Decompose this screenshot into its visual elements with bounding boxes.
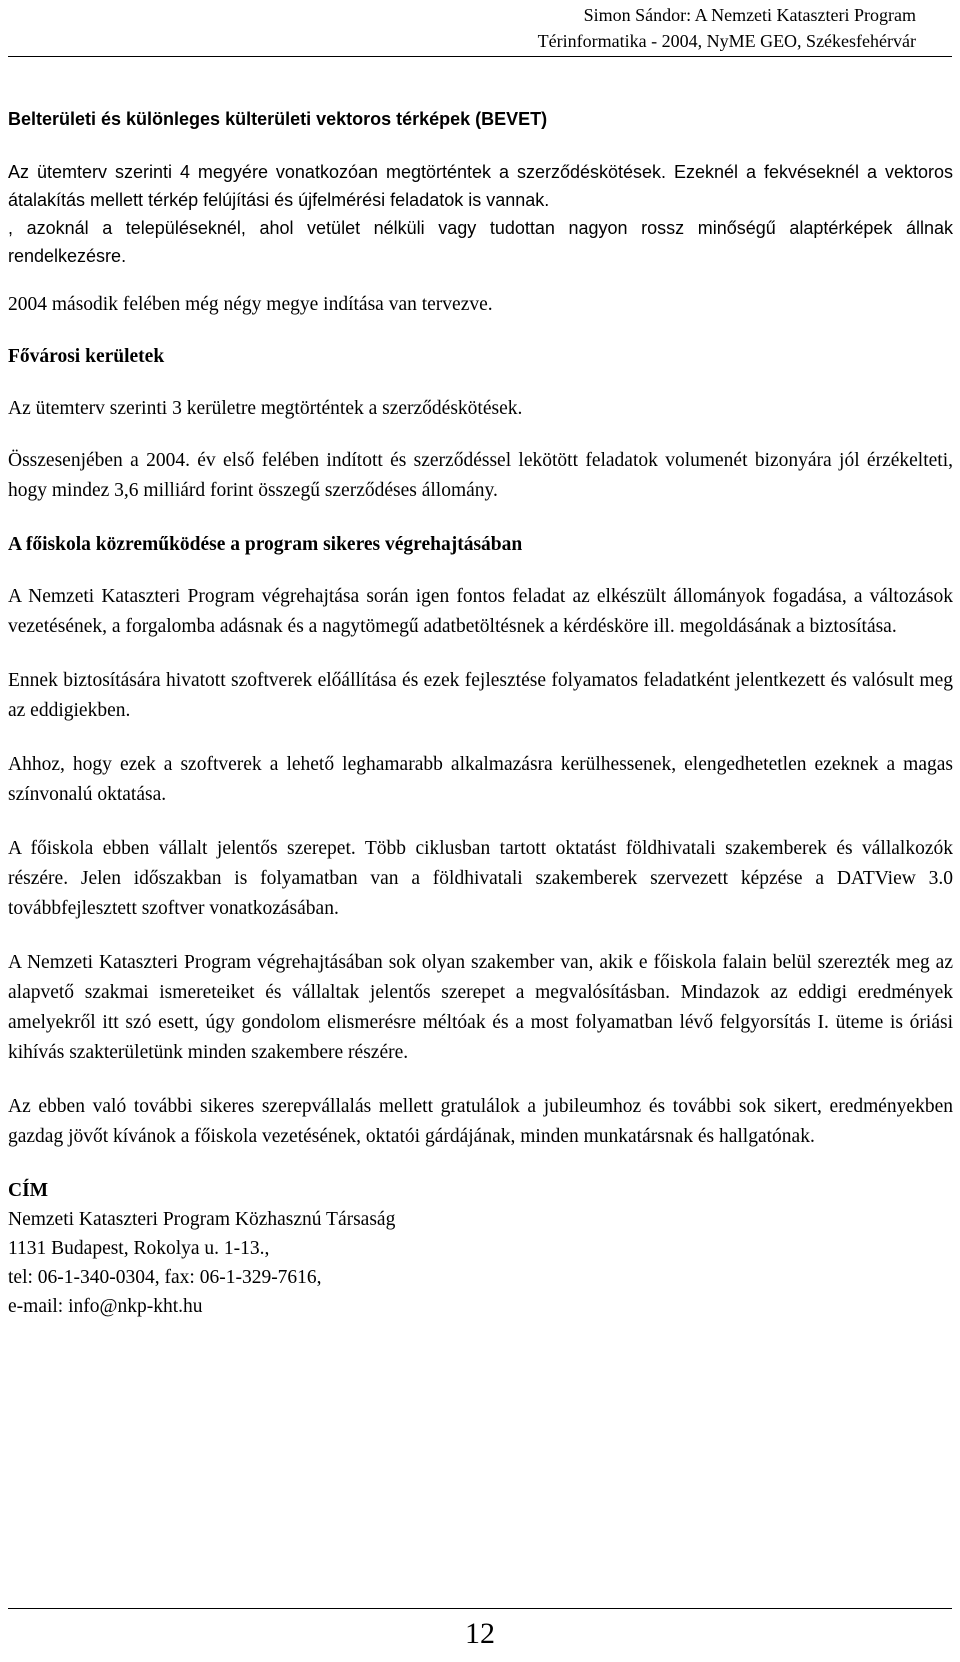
address-heading: CÍM [8, 1180, 49, 1201]
fovarosi-paragraph-2: Összesenjében a 2004. év első felében indított és szerződéssel lekötött feladatok volumenét bizonyára jól érzékelteti, hogy mindez 3,6 milliárd forint összegű szerződéses állomány. [8, 450, 953, 501]
foiskola-paragraph-4: A főiskola ebben vállalt jelentős szerepet. Több ciklusban tartott oktatást földhivatali szakemberek és vállalkozók részére. Jelen időszakban is folyamatban van a földhivatali szakemberek szervezett képzése a DATView 3.0 továbbfejlesztett szoftver vonatkozásában. [8, 838, 953, 919]
foiskola-paragraph-1: A Nemzeti Kataszteri Program végrehajtása során igen fontos feladat az elkészült állományok fogadása, a változások vezetésének, a forgalomba adásnak és a nagytömegű adatbetöltésnek a kérdésköre ill. megoldásának a biztosítása. [8, 586, 953, 637]
address-organization: Nemzeti Kataszteri Program Közhasznú Társaság [8, 1209, 396, 1230]
page-number: 12 [465, 1617, 495, 1650]
foiskola-heading: A főiskola közreműködése a program sikeres végrehajtásában [8, 534, 523, 555]
address-phone: tel: 06-1-340-0304, fax: 06-1-329-7616, [8, 1267, 322, 1288]
bevet-paragraph-1a: Az ütemterv szerinti 4 megyére vonatkozóan megtörténtek a szerződéskötések. Ezeknél a fekvéseknél a vektoros átalakítás mellett térkép felújítási és újfelmérési feladatok is vannak. [8, 162, 953, 210]
header-subtitle: Térinformatika - 2004, NyME GEO, Székesfehérvár [537, 31, 916, 51]
foiskola-paragraph-2: Ennek biztosítására hivatott szoftverek előállítása és ezek fejlesztése folyamatos feladatként jelentkezett és valósult meg az eddigiekben. [8, 670, 953, 721]
header-title: Simon Sándor: A Nemzeti Kataszteri Program [583, 5, 916, 25]
fovarosi-paragraph-1: Az ütemterv szerinti 3 kerületre megtörténtek a szerződéskötések. [8, 398, 523, 419]
address-street: 1131 Budapest, Rokolya u. 1-13., [8, 1238, 270, 1259]
bevet-heading: Belterületi és különleges külterületi vektoros térképek (BEVET) [8, 109, 548, 129]
fovarosi-heading: Fővárosi kerületek [8, 346, 165, 367]
bevet-paragraph-2: 2004 második felében még négy megye indítása van tervezve. [8, 294, 493, 315]
header-divider [8, 56, 952, 57]
foiskola-paragraph-3: Ahhoz, hogy ezek a szoftverek a lehető leghamarabb alkalmazásra kerülhessenek, elengedhetetlen ezeknek a magas színvonalú oktatása. [8, 754, 953, 805]
document-body [8, 104, 953, 1321]
footer-divider [8, 1608, 952, 1609]
address-block [8, 1176, 953, 1321]
address-email: e-mail: info@nkp-kht.hu [8, 1296, 203, 1317]
bevet-paragraph-1b: , azoknál a településeknél, ahol vetület nélküli vagy tudottan nagyon rossz minőségű alaptérképek állnak rendelkezésre. [8, 218, 953, 266]
running-header [538, 2, 916, 54]
foiskola-paragraph-6: Az ebben való további sikeres szerepvállalás mellett gratulálok a jubileumhoz és további sok sikert, eredményekben gazdag jövőt kívánok a főiskola vezetésének, oktatói gárdájának, minden munkatársnak és hallgatónak. [8, 1096, 953, 1147]
foiskola-paragraph-5: A Nemzeti Kataszteri Program végrehajtásában sok olyan szakember van, akik e főiskola falain belül szerezték meg az alapvető szakmai ismereteiket és vállaltak jelentős szerepet a megvalósításban. Mindazok az eddigi eredmények amelyekről itt szó esett, úgy gondolom elismerésre méltóak és a most folyamatban lévő felgyorsítás I. üteme is óriási kihívás szakterületünk minden szakembere részére. [8, 952, 953, 1063]
